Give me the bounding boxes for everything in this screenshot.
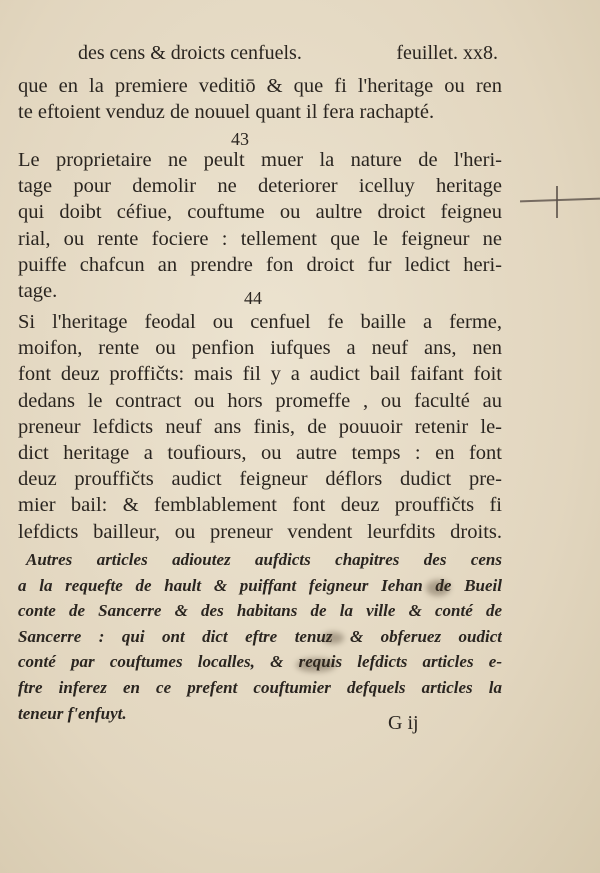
text-line: font deuz proffičts: mais fil y a audict bail faifant foit: [18, 363, 502, 386]
text-line: dedans le contract ou hors promeffe , ou faculté au: [18, 389, 502, 412]
main-text: [18, 73, 502, 125]
margin-ink-tick: [556, 186, 558, 218]
text-line: rial, ou rente fociere : tellement que le feigneur ne: [18, 227, 502, 250]
text-line: qui doibt céfiue, couftume ou aultre droict feigneu: [18, 201, 502, 224]
signature-mark: G ij: [388, 712, 419, 734]
text-line: deuz prouffičts audict feigneur déflors dudict pre-: [18, 468, 502, 491]
italic-line: conte de Sancerre & des habitans de la ville & conté de: [18, 601, 502, 621]
text-line: moifon, rente ou penfion iufques a neuf ans, nen: [18, 337, 502, 360]
appendix-italic: [18, 547, 502, 726]
text-line: tage.: [18, 279, 58, 302]
italic-line: Autres articles adioutez aufdicts chapitres des cens: [26, 550, 502, 569]
ink-blot: [322, 632, 344, 644]
italic-line: a la requefte de hault & puiffant feigneur Iehan de Bueil: [18, 575, 502, 595]
text-line: lefdicts bailleur, ou preneur vendent leurfdits droits.: [18, 520, 502, 543]
ink-blot: [296, 658, 336, 672]
text-line: mier bail: & femblablement font deuz prouffičts fi: [18, 494, 502, 517]
italic-line: Sancerre : qui ont dict eftre tenuz & obferuez oudict: [18, 626, 502, 646]
folio-number: feuillet. xx8.: [396, 42, 498, 64]
text-line: Le proprietaire ne peult muer la nature de l'heri-: [18, 149, 502, 171]
article-number-44: 44: [244, 288, 262, 308]
article-number-43: 43: [231, 129, 249, 149]
text-line: te eftoient venduz de nouuel quant il fera rachapté.: [18, 101, 435, 124]
article-44: [18, 309, 502, 545]
running-title: des cens & droicts cenfuels.: [78, 42, 302, 64]
running-head: [78, 42, 498, 65]
text-line: tage pour demolir ne deteriorer icelluy heritage: [18, 175, 502, 198]
italic-line: conté par couftumes localles, & requis lefdicts articles e-: [18, 652, 502, 672]
italic-line: teneur f'enfuyt.: [18, 703, 127, 723]
text-line: preneur lefdicts neuf ans finis, de pouuoir retenir le-: [18, 415, 502, 438]
margin-ink-stroke: [520, 198, 600, 203]
text-line: Si l'heritage feodal ou cenfuel fe baille a ferme,: [18, 311, 502, 333]
italic-line: ftre inferez en ce prefent couftumier defquels articles la: [18, 677, 502, 697]
text-line: puiffe chafcun an prendre fon droict fur ledict heri-: [18, 253, 502, 276]
article-43: [18, 147, 502, 304]
text-line: que en la premiere veditiō & que fi l'heritage ou ren: [18, 75, 502, 97]
text-line: dict heritage a toufiours, ou autre temps : en font: [18, 441, 502, 464]
ink-blot: [426, 580, 450, 596]
